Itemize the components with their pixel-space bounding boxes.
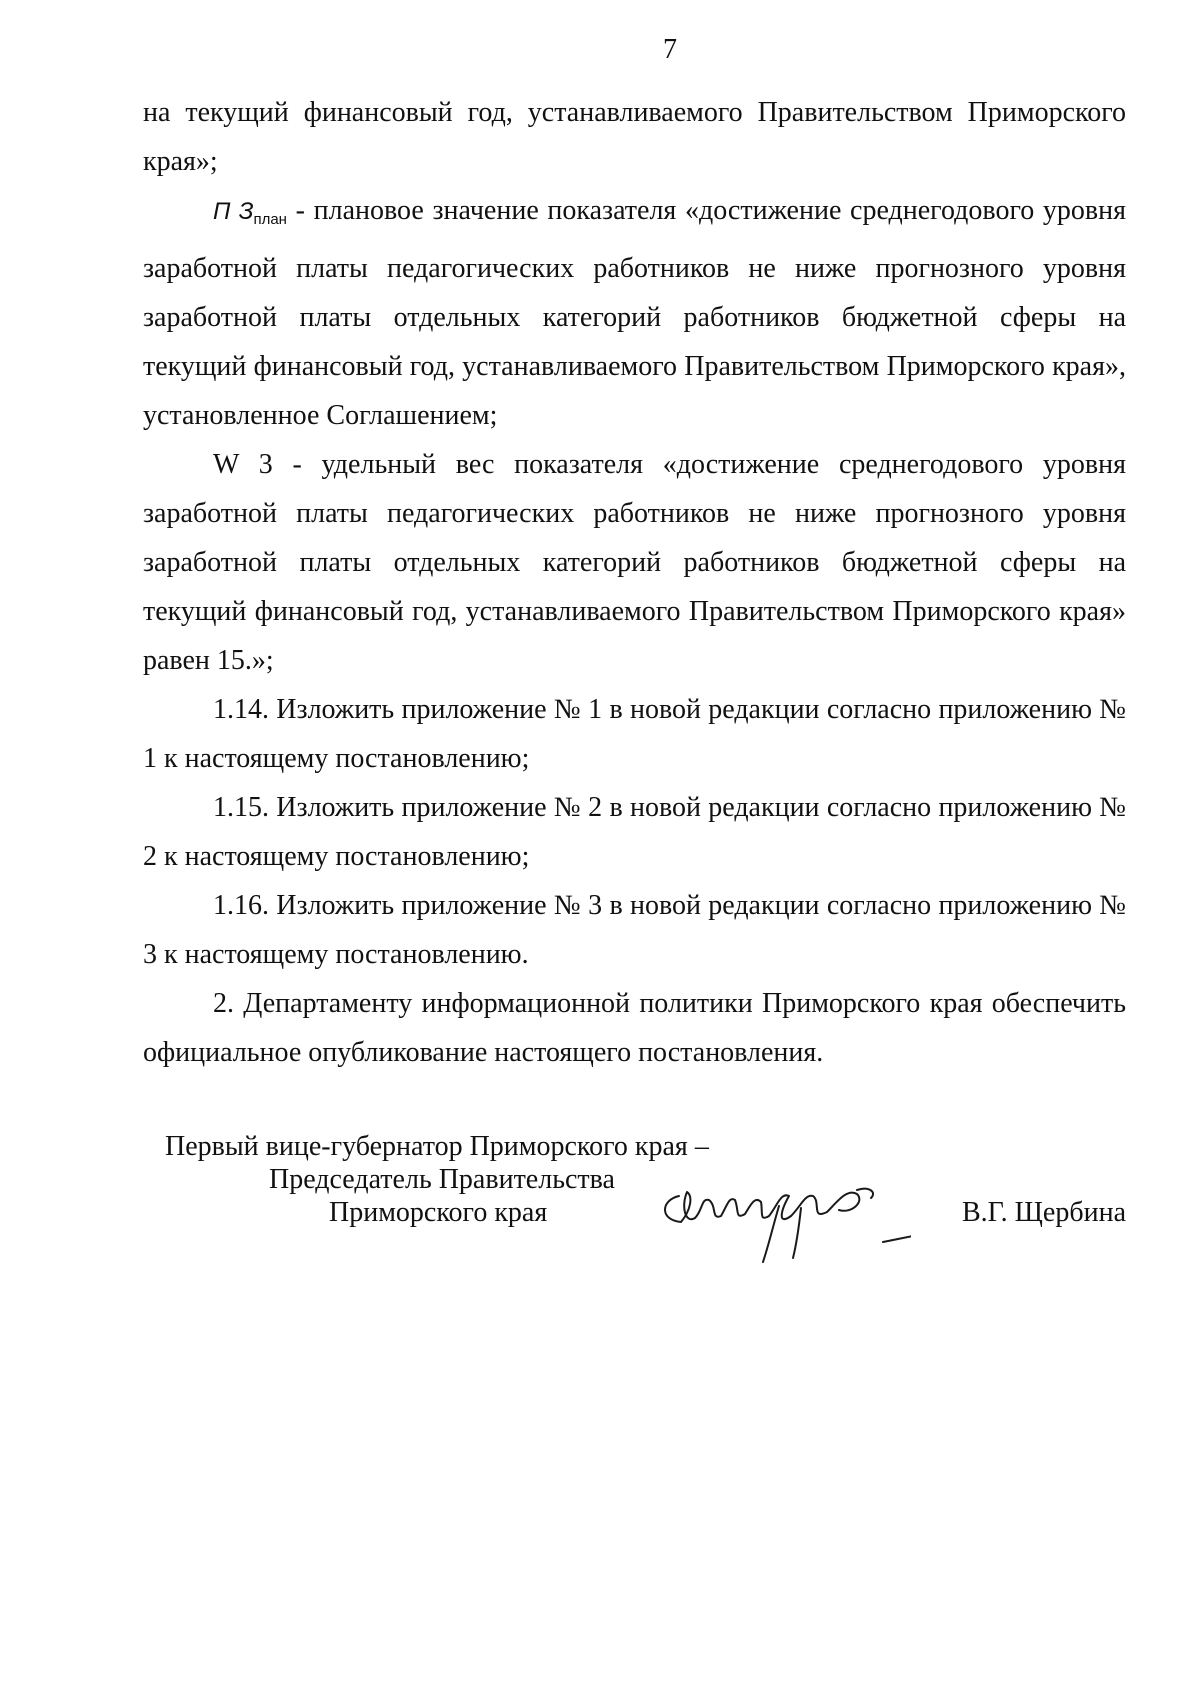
formula-index: план [253, 211, 287, 228]
signature-block [143, 1130, 1126, 1280]
formula-dash: - [286, 195, 314, 226]
document-body [143, 88, 1126, 1077]
page-number: 7 [663, 34, 677, 65]
paragraph-item-1-16: 1.16. Изложить приложение № 3 в новой редакции согласно приложению № 3 к настоящему постановлению. [143, 890, 1126, 970]
paragraph-continuation: на текущий финансовый год, устанавливаемого Правительством Приморского края»; [143, 97, 1126, 177]
signer-position-line-3: Приморского края [329, 1197, 548, 1228]
paragraph-item-2: 2. Департаменту информационной политики Приморского края обеспечить официальное опубликование настоящего постановления. [143, 988, 1126, 1068]
handwritten-signature [651, 1166, 911, 1266]
formula-symbol: П З [213, 198, 254, 225]
signer-position-line-2: Председатель Правительства [269, 1164, 615, 1195]
paragraph-pz-plan-text: плановое значение показателя «достижение среднегодового уровня заработной платы педагогических работников не ниже прогнозного уровня заработной платы отдельных категорий работников бюджетной сферы на текущий финансовый год, устанавливаемого Правительством Приморского края», установленное Соглашением; [143, 195, 1126, 431]
signer-name: В.Г. Щербина [961, 1197, 1126, 1228]
signer-position-line-1: Первый вице-губернатор Приморского края – [165, 1131, 709, 1162]
paragraph-item-1-14: 1.14. Изложить приложение № 1 в новой редакции согласно приложению № 1 к настоящему постановлению; [143, 694, 1126, 774]
paragraph-pz-plan [143, 186, 1126, 440]
paragraph-weight: W 3 - удельный вес показателя «достижение среднегодового уровня заработной платы педагогических работников не ниже прогнозного уровня заработной платы отдельных категорий работников бюджетной сферы на текущий финансовый год, устанавливаемого Правительством Приморского края» равен 15.»; [143, 449, 1126, 676]
paragraph-item-1-15: 1.15. Изложить приложение № 2 в новой редакции согласно приложению № 2 к настоящему постановлению; [143, 792, 1126, 872]
